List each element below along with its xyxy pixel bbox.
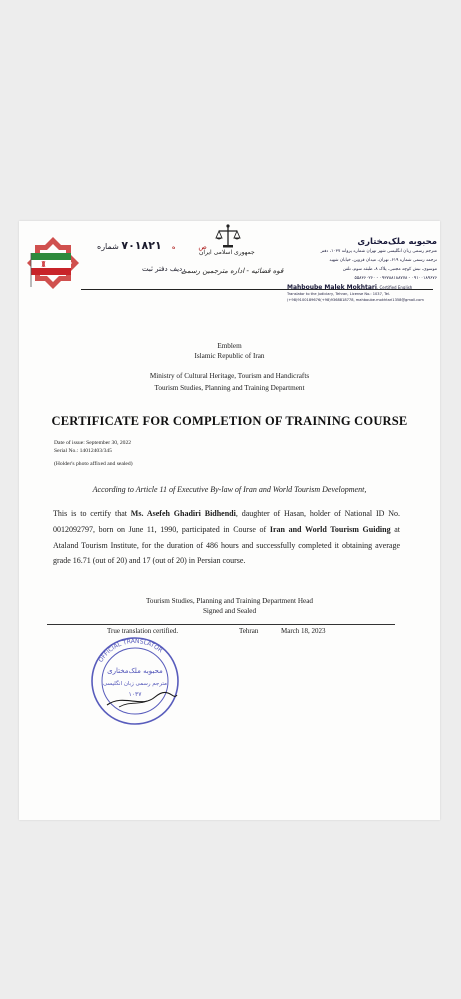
translation-date: March 18, 2023 [281,627,326,635]
translator-name-fa: محبوبه ملک‌مختاری [357,237,437,247]
translator-star-emblem-icon [21,231,85,295]
body-text: This is to certify that [53,509,131,518]
photo-note: (Holder's photo affixed and sealed) [54,461,133,467]
emblem-line: Emblem [217,342,242,350]
registry-row-label: ردیف دفتر ثبت [142,265,186,273]
holder-name: Ms. Asefeh Ghadiri Bidhendi [130,509,236,518]
certificate-document [19,221,440,820]
certificate-body [53,506,400,569]
ministry-line: Ministry of Cultural Heritage, Tourism and Handicrafts [149,372,310,380]
judiciary-scales-icon [215,223,241,249]
true-translation-note: True translation certified. [107,627,179,635]
date-of-issue: Date of issue: September 30, 2022 [54,440,132,446]
intro-line: According to Article 11 of Executive By-law of Iran and World Tourism Development, [92,485,367,494]
court-title: جمهوری اسلامی ایران [199,249,255,256]
body-text: at Ataland Tourism Institute, for the duration of 486 hours and successfully completed it obtaining average grade 16.71 (out of 20) and 17 (out of 20) in Persian course. [53,524,401,566]
letterhead [19,221,440,311]
translator-en-line: Translator to the Judiciary, Tehran, License No.: 1037, Tel. [287,292,391,296]
header-divider [81,289,433,290]
translator-seal-icon [89,635,181,727]
registry-mark-left: ص [198,243,207,251]
republic-line: Islamic Republic of Iran [194,352,265,360]
signatory-title: Tourism Studies, Planning and Training Department Head [146,597,313,605]
certificate-title: CERTIFICATE FOR COMPLETION OF TRAINING COURSE [51,414,408,428]
department-line: Tourism Studies, Planning and Training Department [154,384,305,392]
registry-number-label: شماره [97,242,119,251]
translator-name-en-main: Mahboube Malek Mokhtari [287,284,377,291]
translator-name-en-suffix: , Certified English [376,285,413,290]
seal-name: محبوبه ملک‌مختاری [107,667,163,675]
serial-number: Serial No.: 14012403/345 [54,448,112,454]
seal-subtitle: مترجم رسمی زبان انگلیسی [103,681,167,687]
seal-ring-text: OFFICIAL TRANSLATOR [97,637,164,664]
translator-fa-line: مترجم رسمی زبان انگلیسی شهر تهران شماره پروانه ۱۰۳۷، دفتر [320,249,437,254]
court-department: قوه قضائیه - اداره مترجمین رسمی [181,267,284,275]
signature-stroke [107,692,177,705]
translation-city: Tehran [239,627,259,635]
registry-number: ۷۰۱۸۲۱ [121,239,162,252]
signed-sealed: Signed and Sealed [202,607,257,615]
registry-mark-mid: ه [171,243,176,251]
body-text: , daughter of Hasan, holder of National ID No. 0012092797, born on June 11, 1990, participated in Course of [53,509,400,534]
footer-divider [47,624,395,625]
translator-fa-line: ۰۹۱۰۰۱۸۹۶۷۶ - ۰۹۳۷۸۸۱۸۸۷۷۸ - ۵۵۸۳۶۰۲۶۰ [354,276,437,281]
seal-number: ۱۰۳۷ [128,691,142,698]
course-name: Iran and World Tourism Guiding [269,524,391,534]
translator-info [287,237,437,303]
translator-fa-line: موسوی، نبش کوچه مجتبی، پلاک ۸، طبقه سوم، تلفن [342,267,437,272]
translator-en-line: (+98)9100189676(+98)9368818778, mahboube.mokhtari1358@gmail.com [287,298,424,302]
translator-fa-line: ترجمه رسمی شماره ۶۱۹، تهران، میدان قزوین، خیابان شهید [329,258,437,263]
